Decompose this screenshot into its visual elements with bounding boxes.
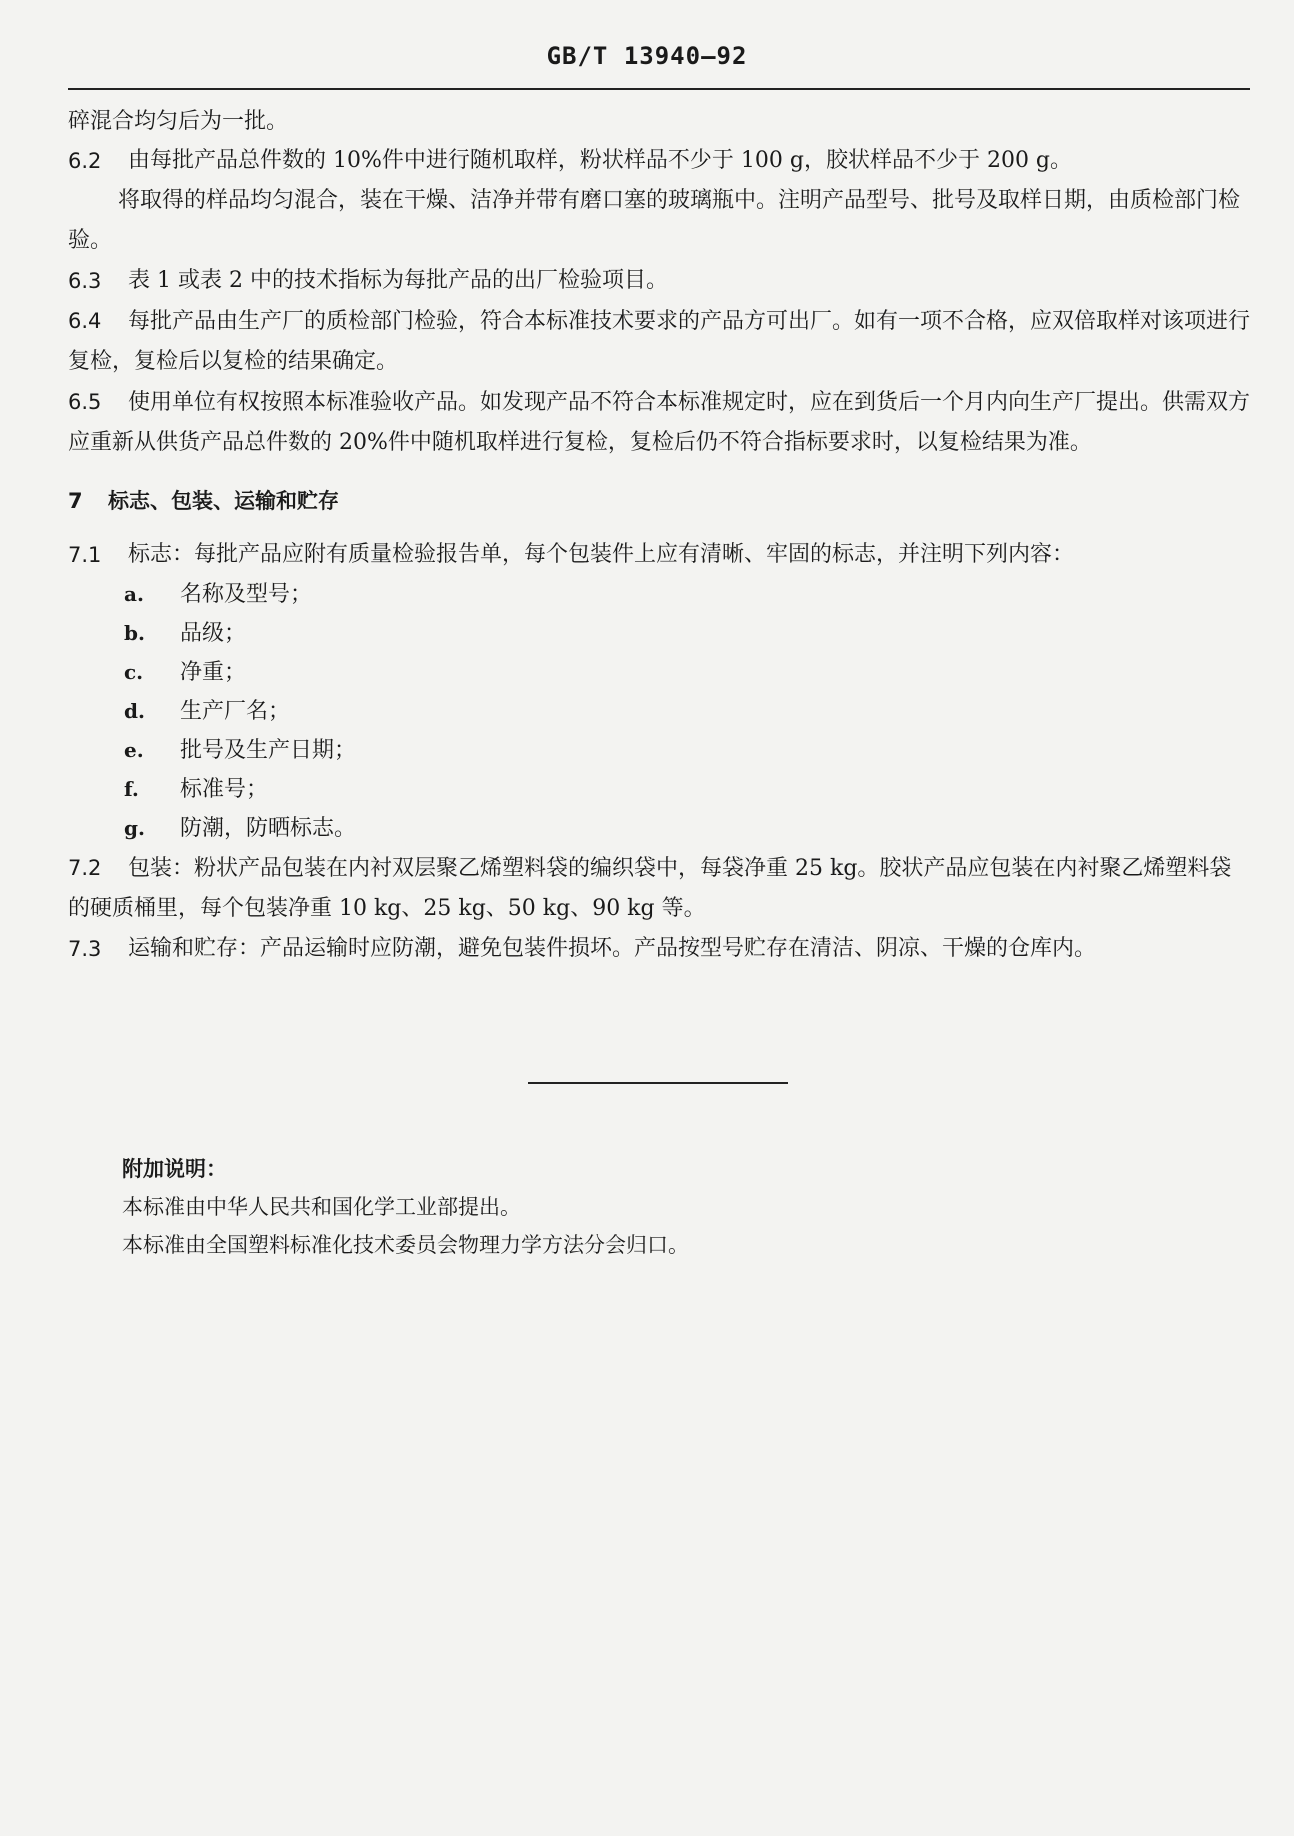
appendix-notes — [122, 1150, 1122, 1264]
list-item — [124, 731, 1250, 770]
header-rule — [68, 88, 1250, 90]
list-item — [124, 575, 1250, 614]
clause-text: 每批产品由生产厂的质检部门检验，符合本标准技术要求的产品方可出厂。如有一项不合格，应双倍取样对该项进行复检，复检后以复检的结果确定。 — [68, 309, 1251, 374]
document-body — [68, 103, 1250, 969]
appendix-title: 附加说明： — [122, 1157, 227, 1181]
list-text: 名称及型号； — [180, 582, 313, 607]
list-text: 防潮，防晒标志。 — [180, 816, 357, 841]
clause-number: 6.2 — [68, 149, 102, 173]
list-letter: a. — [124, 582, 144, 606]
list-item — [124, 770, 1250, 809]
clause-6-2-continued: 将取得的样品均匀混合，装在干燥、洁净并带有磨口塞的玻璃瓶中。注明产品型号、批号及取样日期，由质检部门检验。 — [68, 188, 1241, 253]
clause-number: 7.1 — [68, 543, 102, 567]
clause-number: 7.2 — [68, 856, 102, 880]
clause-number: 6.3 — [68, 269, 102, 293]
appendix-line: 本标准由全国塑料标准化技术委员会物理力学方法分会归口。 — [122, 1233, 689, 1257]
section-title: 标志、包装、运输和贮存 — [108, 489, 339, 513]
clause-7-1 — [68, 535, 1250, 575]
clause-text: 使用单位有权按照本标准验收产品。如发现产品不符合本标准规定时，应在到货后一个月内向生产厂提出。供需双方应重新从供货产品总件数的 20%件中随机取样进行复检，复检后仍不符合指标要求时，以复检结果为准。 — [68, 390, 1251, 455]
clause-text: 包装：粉状产品包装在内衬双层聚乙烯塑料袋的编织袋中，每袋净重 25 kg。胶状产品应包装在内衬聚乙烯塑料袋的硬质桶里，每个包装净重 10 kg、25 kg、50 kg、90 kg 等。 — [68, 856, 1232, 921]
clause-text: 由每批产品总件数的 10%件中进行随机取样，粉状样品不少于 100 g，胶状样品不少于 200 g。 — [128, 148, 1073, 173]
list-item — [124, 614, 1250, 653]
clause-6-3 — [68, 261, 1250, 301]
clause-number: 6.5 — [68, 390, 102, 414]
list-letter: g. — [124, 816, 145, 840]
clause-number: 7.3 — [68, 937, 102, 961]
list-text: 标准号； — [180, 777, 269, 802]
list-letter: d. — [124, 699, 145, 723]
list-item — [124, 809, 1250, 848]
clause-7-2 — [68, 848, 1250, 929]
list-item — [124, 692, 1250, 731]
clause-text: 表 1 或表 2 中的技术指标为每批产品的出厂检验项目。 — [128, 268, 668, 293]
clause-text: 运输和贮存：产品运输时应防潮，避免包装件损坏。产品按型号贮存在清洁、阴凉、干燥的仓库内。 — [128, 936, 1097, 961]
page-header: GB/T 13940—92 — [546, 42, 748, 70]
list-letter: e. — [124, 738, 144, 762]
clause-text: 标志：每批产品应附有质量检验报告单，每个包装件上应有清晰、牢固的标志，并注明下列内容： — [128, 542, 1075, 567]
list-text: 净重； — [180, 660, 247, 685]
clause-7-3 — [68, 929, 1250, 969]
clause-6-2 — [68, 141, 1250, 181]
appendix-line: 本标准由中华人民共和国化学工业部提出。 — [122, 1195, 521, 1219]
list-letter: b. — [124, 621, 145, 645]
continuation-line: 碎混合均匀后为一批。 — [68, 109, 289, 134]
section-number: 7 — [68, 489, 83, 513]
list-item — [124, 653, 1250, 692]
clause-6-5 — [68, 382, 1250, 463]
list-text: 生产厂名； — [180, 699, 291, 724]
clause-number: 6.4 — [68, 309, 102, 333]
list-letter: c. — [124, 660, 144, 684]
section-7-heading — [68, 481, 1250, 521]
clause-6-4 — [68, 301, 1250, 382]
list-text: 品级； — [180, 621, 247, 646]
end-divider — [528, 1082, 788, 1084]
list-letter: f. — [124, 777, 139, 801]
list-text: 批号及生产日期； — [180, 738, 357, 763]
marking-list — [68, 575, 1250, 848]
